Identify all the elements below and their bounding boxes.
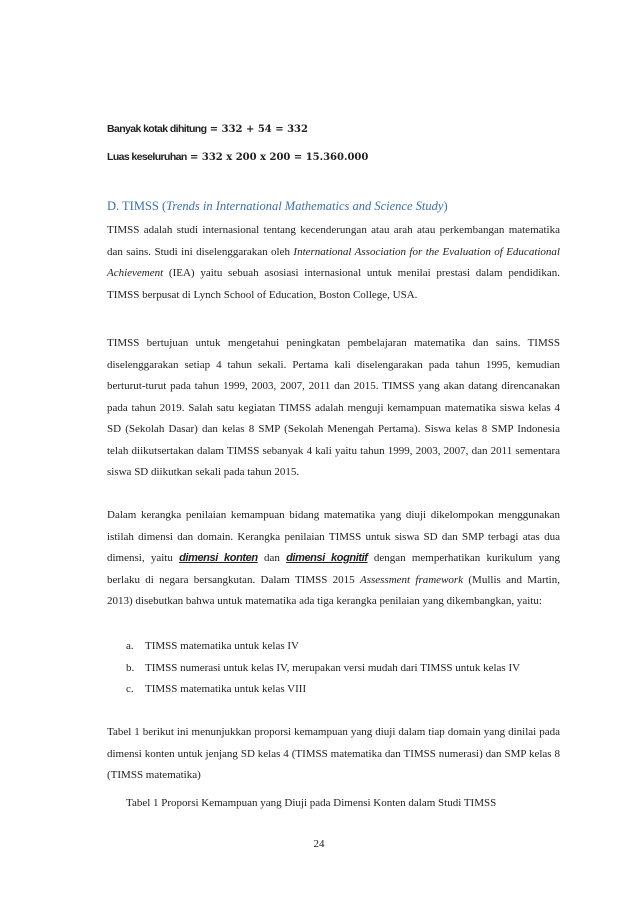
paragraph-text: (Mullis and Martin, 2013) disebutkan bahwa untuk matematika ada tiga kerangka penilaian yang dikembangkan, yaitu: xyxy=(107,573,560,607)
list-text: TIMSS matematika untuk kelas VIII xyxy=(145,683,307,695)
list-text: TIMSS matematika untuk kelas IV xyxy=(145,640,299,652)
formula-kotak xyxy=(107,122,308,137)
paragraph-4 xyxy=(107,722,560,787)
heading-italic: Trends in International Mathematics and Science Study xyxy=(166,199,444,213)
list-item xyxy=(126,679,556,701)
table-caption: Tabel 1 Proporsi Kemampuan yang Diuji pada Dimensi Konten dalam Studi TIMSS xyxy=(126,797,497,809)
term-dimensi-kognitif: dimensi kognitif xyxy=(286,552,368,564)
paragraph-2 xyxy=(107,333,560,484)
paragraph-text: TIMSS adalah studi internasional tentang kecenderungan atau arah atau perkembangan matematika dan sains. Studi ini diselenggarakan oleh xyxy=(107,224,560,258)
paragraph-1 xyxy=(107,220,560,306)
term-dimensi-konten: dimensi konten xyxy=(179,552,258,564)
formula-expression: = 332 + 54 = 332 xyxy=(209,124,308,135)
list-item xyxy=(126,658,556,680)
list-marker: a. xyxy=(126,640,134,652)
list-marker: c. xyxy=(126,683,134,695)
heading-suffix: ) xyxy=(443,199,448,213)
heading-prefix: D. TIMSS ( xyxy=(107,199,167,213)
paragraph-italic: International Association for the Evaluation of Educational Achievement xyxy=(107,245,560,279)
framework-list xyxy=(126,636,556,701)
paragraph-text: TIMSS bertujuan untuk mengetahui peningkatan pembelajaran matematika dan sains. TIMSS diselenggarakan setiap 4 tahun sekali. Pertama kali diselengarakan pada tahun 1995, kemudian berturut-turut pada tahun 1999, 2003, 2007, 2011 dan 2015. TIMSS yang akan datang direncanakan pada tahun 2019. Salah satu kegiatan TIMSS adalah menguji kemampuan matematika siswa kelas 4 SD (Sekolah Dasar) dan kelas 8 SMP (Sekolah Menengah Pertama). Siswa kelas 8 SMP Indonesia telah diikutsertakan dalam TIMSS sebanyak 4 kali yaitu tahun 1999, 2003, 2007, dan 2011 sementara siswa SD diikutkan sekali pada tahun 2015. xyxy=(107,337,560,478)
paragraph-text: (IEA) yaitu sebuah asosiasi internasional untuk menilai prestasi dalam pendidikan. TIMSS berpusat di Lynch School of Education, Boston College, USA. xyxy=(107,267,560,301)
formula-label: Banyak kotak dihitung xyxy=(107,123,207,135)
paragraph-text: Dalam kerangka penilaian kemampuan bidang matematika yang diuji dikelompokan menggunakan istilah dimensi dan domain. Kerangka penilaian TIMSS untuk siswa SD dan SMP terbagi atas dua dimensi, yaitu xyxy=(107,509,560,564)
paragraph-text: Tabel 1 berikut ini menunjukkan proporsi kemampuan yang diuji dalam tiap domain yang dinilai pada dimensi konten untuk jenjang SD kelas 4 (TIMSS matematika dan TIMSS numerasi) dan SMP kelas 8 (TIMSS matematika) xyxy=(107,726,560,781)
list-item xyxy=(126,636,556,658)
paragraph-text: dan xyxy=(257,552,287,564)
paragraph-text: dengan memperhatikan kurikulum yang berlaku di negara bersangkutan. Dalam TIMSS 2015 xyxy=(107,552,560,586)
list-marker: b. xyxy=(126,661,135,674)
paragraph-italic: Assessment framework xyxy=(359,573,464,586)
paragraph-3 xyxy=(107,505,560,613)
page-number: 24 xyxy=(313,838,325,850)
formula-expression: = 332 x 200 x 200 = 15.360.000 xyxy=(190,152,369,163)
formula-luas xyxy=(107,150,368,165)
list-text: TIMSS numerasi untuk kelas IV, merupakan versi mudah dari TIMSS untuk kelas IV xyxy=(145,661,521,674)
section-heading xyxy=(107,199,448,214)
formula-label: Luas keseluruhan xyxy=(107,151,187,163)
